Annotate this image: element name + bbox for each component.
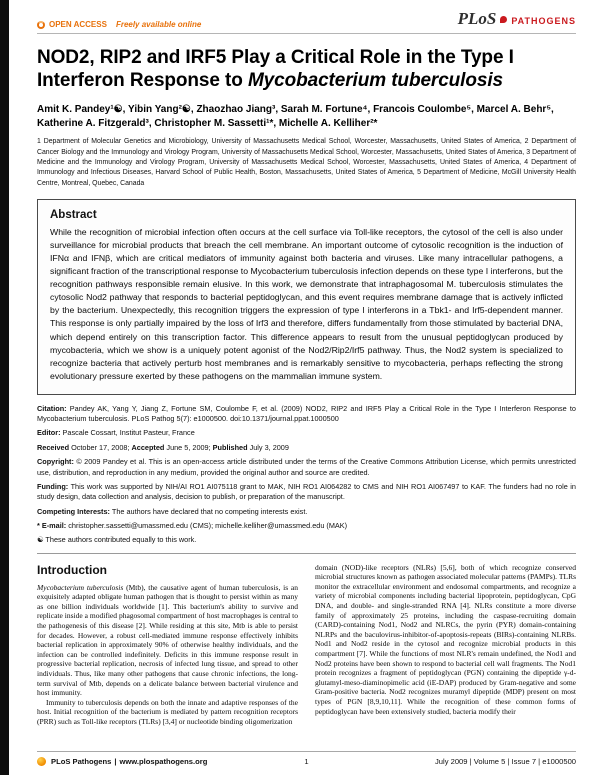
species-name: Mycobacterium tuberculosis — [247, 70, 503, 92]
right-column — [315, 563, 576, 727]
email-mak-suffix: (MAK) — [324, 520, 348, 530]
page-content — [9, 0, 600, 727]
funding-label: Funding: — [37, 481, 69, 491]
plos-ball-icon — [37, 757, 46, 766]
editor-label: Editor: — [37, 428, 61, 438]
funding-text: This work was supported by NIH/AI RO1 AI075118 grant to MAK, NIH RO1 AI064282 to CMS and NIH RO1 AI067497 to KAF. The funders had no role in study design, data collection and analysis, decision to publish, or preparation of the manuscript. — [37, 481, 576, 502]
citation-label: Citation: — [37, 403, 67, 413]
freely-available-label: Freely available online — [115, 20, 202, 29]
copyright-label: Copyright: — [37, 457, 74, 467]
footer-separator: | — [114, 757, 117, 766]
citation-line — [37, 404, 576, 425]
competing-interests-label: Competing Interests: — [37, 506, 110, 516]
footer-journal-name: PLoS Pathogens — [51, 757, 112, 766]
article-body — [37, 563, 576, 727]
published-date: July 3, 2009 — [247, 442, 289, 452]
plos-logo-text: PLoS — [457, 9, 497, 28]
competing-interests-line — [37, 507, 576, 517]
intro-paragraph-1 — [37, 583, 298, 698]
competing-interests-text: The authors have declared that no competing interests exist. — [109, 506, 308, 516]
abstract-heading: Abstract — [50, 209, 97, 222]
pathogens-logo-text: PATHOGENS — [511, 16, 576, 26]
page-edge-strip — [0, 0, 9, 775]
article-title-text: NOD2, RIP2 and IRF5 Play a Critical Role in the Type I Interferon Response to — [37, 47, 514, 92]
affiliations: 1 Department of Molecular Genetics and Microbiology, University of Massachusetts Medical School, Worcester, Massachusetts, United States of America, 2 Department of Cancer Biology and the Immunology and Virology Program, University of Massachusetts Medical School, Worcester, Massachusetts, United States of America, 3 Department of Medicine and the Immunology and Virology Program, University of Massachusetts Medical School, Worcester, Massachusetts, United States of America, 4 Department of Immunology and Infectious Diseases, Harvard School of Public Health, Boston, Massachusetts, United States of America, 5 Department of Medicine, McGill University Health Centre, Montreal, Quebec, Canada — [37, 138, 576, 187]
left-column — [37, 563, 298, 727]
footer-journal — [37, 757, 304, 766]
copyright-text: © 2009 Pandey et al. This is an open-access article distributed under the terms of the Creative Commons Attribution License, which permits unrestricted use, distribution, and reproduction in any medium, provided the original author and source are credited. — [37, 457, 576, 477]
email-cms-suffix: (CMS); — [188, 520, 216, 530]
received-date: October 17, 2008; — [69, 442, 132, 452]
email-link-cms[interactable]: christopher.sassetti@umassmed.edu — [68, 520, 188, 530]
open-access-group — [37, 20, 201, 29]
section-divider — [37, 553, 576, 554]
email-link-mak[interactable]: michelle.kelliher@umassmed.edu — [215, 520, 325, 530]
intro-paragraph-1-text: (Mtb), the causative agent of human tuberculosis, is an exquisitely adapted obligate human pathogen that is thought to persist within as many as one billion individuals worldwide [1]. This bacterium's ability to survive and replicate inside a modified phagosomal compartment of host macrophages is central to the pathogenesis of this disease [2]. While residing at this site, Mtb is able to persist for decades. However, a robust cell-mediated immune response effectively inhibits bacterial replication in approximately 90% of otherwise healthy individuals, and the infection can be controlled indefinitely. Deficits in this immune response result in progressive bacterial replication, necrosis of infected lung tissue, and spread to other individuals. Thus, like many other pathogens that cause chronic infections, the long-term survival of Mtb, depends on a delicate balance between bacterial virulence and host immunity. — [37, 582, 299, 698]
pathogens-logo-icon — [500, 16, 507, 23]
citation-text: Pandey AK, Yang Y, Jiang Z, Fortune SM, Coulombe F, et al. (2009) NOD2, RIP2 and IRF5 Play a Critical Role in the Type I Interferon Response to Mycobacterium tuberculosis. PLoS Pathog 5(7): e1000500. doi:10.1371/journal.ppat.1000500 — [37, 403, 576, 424]
article-metadata — [37, 404, 576, 546]
header-bar — [37, 9, 576, 34]
author-list: Amit K. Pandey¹☯, Yibin Yang²☯, Zhaozhao Jiang³, Sarah M. Fortune⁴, Francois Coulombe⁵, Marcel A. Behr⁵, Katherine A. Fitzgerald³, Christopher M. Sassetti¹*, Michelle A. Kelliher²* — [37, 104, 554, 130]
email-line — [37, 521, 576, 531]
left-column-text — [37, 583, 298, 727]
abstract-text: While the recognition of microbial infection often occurs at the cell surface via Toll-like receptors, the cytosol of the cell is also under surveillance for microbial products that breach the cell membrane. An important outcome of cytosolic recognition is the induction of IFNα and IFNβ, which are critical mediators of immunity against both bacteria and viruses. Like many intracellular pathogens, a significant fraction of the transcriptional response to Mycobacterium tuberculosis infection depends on these type I interferons, but the recognition pathways responsible remain elusive. In this work, we demonstrate that intraphagosomal M. tuberculosis stimulates the cytosolic Nod2 pathway that responds to bacterial peptidoglycan, and this event requires membrane damage that is actively inflicted by the bacterium. Unexpectedly, this recognition triggers the expression of type I interferons in a Tbk1- and Irf5-dependent manner. This response is only partially impaired by the loss of Irf3 and therefore, differs fundamentally from those stimulated by bacterial DNA, which depend entirely on this transcription factor. This difference appears to result from the unusual peptidoglycan produced by mycobacteria, which we show is a uniquely potent agonist of the Nod2/Rip2/Irf5 pathway. Thus, the Nod2 system is specialized to recognize bacteria that actively perturb host membranes and is remarkably sensitive to mycobacteria, perhaps reflecting the strong evolutionary pressure exerted by these pathogens on the mammalian immune system. — [50, 227, 563, 381]
dates-line — [37, 443, 576, 453]
footer-url[interactable]: www.plospathogens.org — [119, 757, 208, 766]
published-label: Published — [212, 442, 248, 452]
footer-issue-info: July 2009 | Volume 5 | Issue 7 | e1000500 — [435, 757, 577, 766]
page-number: 1 — [304, 757, 309, 766]
equal-contribution-note: ☯ These authors contributed equally to this work. — [37, 535, 197, 545]
article-title — [37, 46, 576, 92]
introduction-heading: Introduction — [37, 562, 107, 577]
intro-paragraph-2: Immunity to tuberculosis depends on both the innate and adaptive responses of the host. Initial recognition of the bacterium is mediated by pattern recognition receptors (PRR) such as Toll-like receptors (TLRs) [3,4] or nucleotide binding oligomerization — [37, 697, 298, 726]
accepted-date: June 5, 2009; — [164, 442, 213, 452]
editor-text: Pascale Cossart, Institut Pasteur, France — [60, 428, 195, 438]
open-access-icon — [37, 21, 45, 29]
copyright-line — [37, 457, 576, 478]
received-label: Received — [37, 442, 70, 452]
page-footer — [37, 751, 576, 766]
abstract-box — [37, 199, 576, 395]
email-label: * E-mail: — [37, 520, 69, 530]
open-access-label: OPEN ACCESS — [49, 20, 107, 29]
editor-line — [37, 428, 576, 438]
right-column-paragraph: domain (NOD)-like receptors (NLRs) [5,6], both of which recognize conserved microbial structures known as pathogen associated molecular patterns (PAMPs). TLRs monitor the extracellular environment and endosomal compartments, and recognize a variety of microbial components including bacterial lipoprotein, peptidoglycan, CpG DNA, and double- and single-stranded RNA [4]. NLRs constitute a more diverse family of approximately 25 proteins, including the caspase-recruiting domain (CARD)-containing Nod1, Nod2 and NLRCs, the pyrin (PYR) domain-containing NLRPs and the baculovirus-inhibitor-of-apoptosis-repeats (BIRs)-containing NLRBs. Nod1 and Nod2 reside in the cytosol and recognize microbial products in this compartment [7]. While the functions of most NLR's remain undefined, the Nod1 and Nod2 proteins have been shown to respond to bacterial cell wall fragments. The Nod1 protein recognizes a fragment of peptidoglycan (PGN) containing the dipeptide γ-d-glutamyl-meso-diaminopimelic acid (iE-DAP) produced by Gram-negative and some Gram-positive bacteria. Nod2 recognizes muramyl dipeptide (MDP) present on most types of PGN [8,9,10,11]. While the recognition of these common forms of peptidoglycan have been extensively studied, bacteria modify their — [315, 562, 576, 716]
plos-pathogens-logo — [458, 9, 576, 29]
accepted-label: Accepted — [131, 442, 165, 452]
funding-line — [37, 482, 576, 503]
intro-species-lead: Mycobacterium tuberculosis — [37, 582, 124, 592]
right-column-text — [315, 563, 576, 717]
